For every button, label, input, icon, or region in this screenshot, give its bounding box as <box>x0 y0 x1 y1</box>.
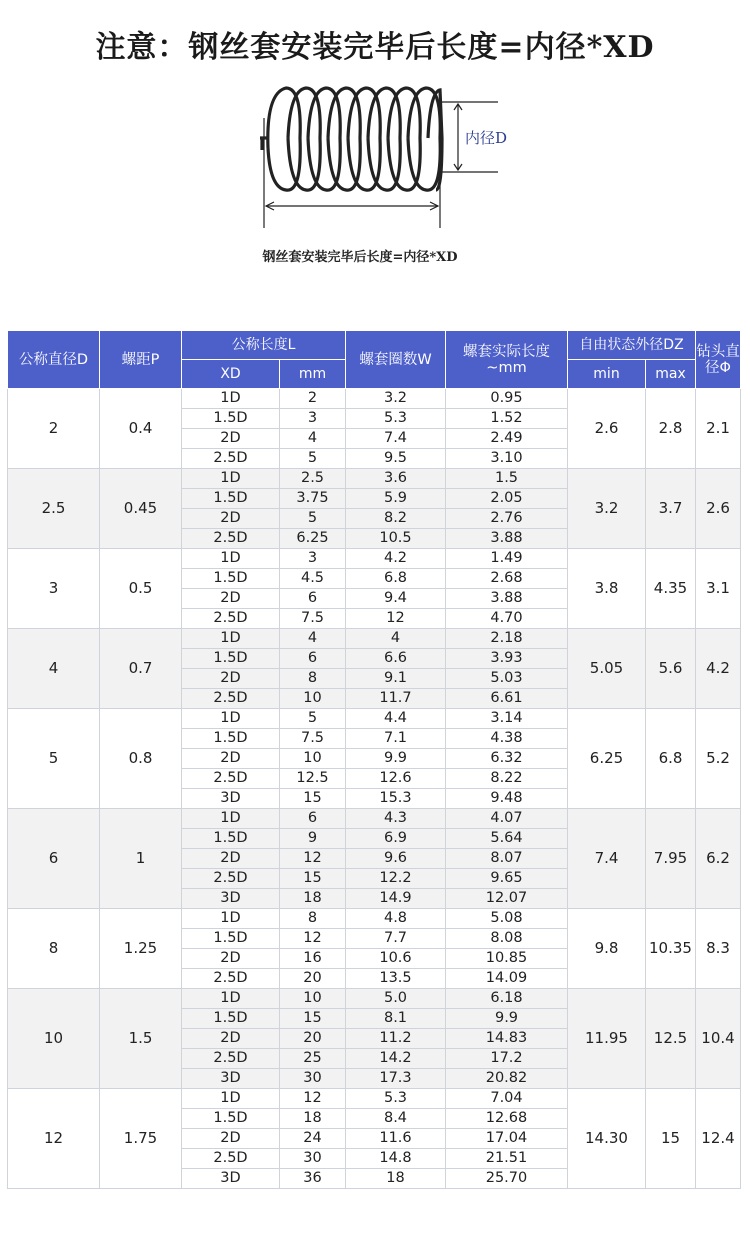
cell-actual-length: 6.18 <box>446 989 568 1009</box>
wire-thread-insert-diagram <box>240 78 540 238</box>
cell-mm: 4 <box>280 429 346 449</box>
cell-xd: 1D <box>182 989 280 1009</box>
cell-dz-max: 12.5 <box>646 989 696 1089</box>
cell-actual-length: 3.88 <box>446 529 568 549</box>
cell-actual-length: 5.64 <box>446 829 568 849</box>
cell-actual-length: 5.08 <box>446 909 568 929</box>
cell-coil-count: 14.9 <box>346 889 446 909</box>
cell-nominal-diameter: 5 <box>8 709 100 809</box>
cell-dz-min: 3.8 <box>568 549 646 629</box>
table-group <box>8 709 741 809</box>
cell-mm: 15 <box>280 1009 346 1029</box>
table-row <box>8 989 741 1009</box>
cell-coil-count: 10.5 <box>346 529 446 549</box>
cell-drill-diameter: 8.3 <box>696 909 741 989</box>
cell-coil-count: 8.1 <box>346 1009 446 1029</box>
cell-xd: 2D <box>182 1129 280 1149</box>
cell-mm: 12 <box>280 1089 346 1109</box>
cell-coil-count: 12.2 <box>346 869 446 889</box>
cell-coil-count: 9.1 <box>346 669 446 689</box>
cell-actual-length: 2.68 <box>446 569 568 589</box>
table-group <box>8 989 741 1089</box>
cell-actual-length: 21.51 <box>446 1149 568 1169</box>
cell-mm: 12 <box>280 929 346 949</box>
cell-coil-count: 12.6 <box>346 769 446 789</box>
cell-actual-length: 7.04 <box>446 1089 568 1109</box>
cell-mm: 4.5 <box>280 569 346 589</box>
cell-mm: 36 <box>280 1169 346 1189</box>
cell-mm: 2 <box>280 389 346 409</box>
cell-nominal-diameter: 8 <box>8 909 100 989</box>
cell-coil-count: 4.8 <box>346 909 446 929</box>
cell-coil-count: 4.3 <box>346 809 446 829</box>
cell-actual-length: 12.07 <box>446 889 568 909</box>
header-drill-diameter: 钻头直径Φ <box>696 331 741 389</box>
cell-actual-length: 12.68 <box>446 1109 568 1129</box>
cell-coil-count: 12 <box>346 609 446 629</box>
cell-actual-length: 20.82 <box>446 1069 568 1089</box>
header-free-outer-diameter: 自由状态外径DZ <box>568 331 696 360</box>
table-header <box>8 331 741 389</box>
cell-nominal-diameter: 12 <box>8 1089 100 1189</box>
header-xd: XD <box>182 360 280 389</box>
cell-dz-min: 2.6 <box>568 389 646 469</box>
cell-dz-max: 7.95 <box>646 809 696 909</box>
cell-xd: 2D <box>182 509 280 529</box>
cell-coil-count: 10.6 <box>346 949 446 969</box>
table-row <box>8 709 741 729</box>
cell-xd: 1D <box>182 469 280 489</box>
cell-mm: 4 <box>280 629 346 649</box>
cell-mm: 3 <box>280 549 346 569</box>
cell-mm: 10 <box>280 989 346 1009</box>
cell-dz-max: 6.8 <box>646 709 696 809</box>
cell-xd: 2D <box>182 849 280 869</box>
cell-mm: 5 <box>280 709 346 729</box>
cell-coil-count: 3.6 <box>346 469 446 489</box>
page-title: 注意：钢丝套安装完毕后长度=内径*XD <box>95 30 655 65</box>
cell-mm: 16 <box>280 949 346 969</box>
cell-coil-count: 13.5 <box>346 969 446 989</box>
cell-pitch: 1 <box>100 809 182 909</box>
cell-coil-count: 9.5 <box>346 449 446 469</box>
cell-dz-max: 2.8 <box>646 389 696 469</box>
cell-xd: 1.5D <box>182 1109 280 1129</box>
cell-mm: 30 <box>280 1149 346 1169</box>
cell-dz-min: 5.05 <box>568 629 646 709</box>
cell-coil-count: 7.7 <box>346 929 446 949</box>
cell-actual-length: 3.93 <box>446 649 568 669</box>
cell-coil-count: 5.3 <box>346 409 446 429</box>
cell-pitch: 0.4 <box>100 389 182 469</box>
cell-dz-max: 10.35 <box>646 909 696 989</box>
cell-actual-length: 0.95 <box>446 389 568 409</box>
cell-coil-count: 9.6 <box>346 849 446 869</box>
cell-xd: 2.5D <box>182 1149 280 1169</box>
cell-drill-diameter: 2.1 <box>696 389 741 469</box>
cell-mm: 9 <box>280 829 346 849</box>
cell-xd: 3D <box>182 889 280 909</box>
cell-mm: 24 <box>280 1129 346 1149</box>
cell-xd: 2D <box>182 949 280 969</box>
cell-coil-count: 4 <box>346 629 446 649</box>
cell-dz-max: 4.35 <box>646 549 696 629</box>
cell-xd: 1.5D <box>182 409 280 429</box>
table-row <box>8 809 741 829</box>
cell-xd: 1D <box>182 709 280 729</box>
cell-actual-length: 6.61 <box>446 689 568 709</box>
table-row <box>8 549 741 569</box>
cell-coil-count: 5.0 <box>346 989 446 1009</box>
cell-actual-length: 3.14 <box>446 709 568 729</box>
cell-mm: 18 <box>280 889 346 909</box>
cell-xd: 1D <box>182 389 280 409</box>
cell-xd: 2.5D <box>182 449 280 469</box>
cell-mm: 8 <box>280 909 346 929</box>
cell-xd: 2.5D <box>182 969 280 989</box>
cell-nominal-diameter: 3 <box>8 549 100 629</box>
cell-mm: 6.25 <box>280 529 346 549</box>
cell-actual-length: 17.04 <box>446 1129 568 1149</box>
cell-xd: 1D <box>182 909 280 929</box>
cell-xd: 1D <box>182 809 280 829</box>
cell-mm: 12 <box>280 849 346 869</box>
header-coil-count: 螺套圈数W <box>346 331 446 389</box>
cell-mm: 20 <box>280 969 346 989</box>
cell-xd: 3D <box>182 1069 280 1089</box>
cell-mm: 3.75 <box>280 489 346 509</box>
table-row <box>8 389 741 409</box>
table-group <box>8 909 741 989</box>
table-row <box>8 909 741 929</box>
cell-xd: 1.5D <box>182 649 280 669</box>
cell-xd: 2.5D <box>182 869 280 889</box>
cell-coil-count: 5.3 <box>346 1089 446 1109</box>
cell-mm: 5 <box>280 449 346 469</box>
cell-coil-count: 6.6 <box>346 649 446 669</box>
table-row <box>8 629 741 649</box>
cell-actual-length: 2.05 <box>446 489 568 509</box>
cell-mm: 18 <box>280 1109 346 1129</box>
cell-mm: 6 <box>280 649 346 669</box>
cell-pitch: 1.75 <box>100 1089 182 1189</box>
cell-actual-length: 2.76 <box>446 509 568 529</box>
cell-mm: 10 <box>280 749 346 769</box>
cell-mm: 20 <box>280 1029 346 1049</box>
cell-xd: 2.5D <box>182 689 280 709</box>
cell-actual-length: 8.07 <box>446 849 568 869</box>
cell-actual-length: 3.88 <box>446 589 568 609</box>
cell-coil-count: 17.3 <box>346 1069 446 1089</box>
cell-mm: 6 <box>280 809 346 829</box>
table-row <box>8 469 741 489</box>
cell-actual-length: 14.83 <box>446 1029 568 1049</box>
cell-drill-diameter: 4.2 <box>696 629 741 709</box>
cell-nominal-diameter: 6 <box>8 809 100 909</box>
cell-coil-count: 7.4 <box>346 429 446 449</box>
cell-actual-length: 14.09 <box>446 969 568 989</box>
cell-actual-length: 4.70 <box>446 609 568 629</box>
cell-pitch: 1.25 <box>100 909 182 989</box>
cell-actual-length: 4.07 <box>446 809 568 829</box>
header-pitch: 螺距P <box>100 331 182 389</box>
cell-mm: 30 <box>280 1069 346 1089</box>
cell-pitch: 0.5 <box>100 549 182 629</box>
cell-xd: 2.5D <box>182 769 280 789</box>
table-group <box>8 389 741 469</box>
coil-body <box>260 88 442 190</box>
cell-actual-length: 3.10 <box>446 449 568 469</box>
cell-coil-count: 11.2 <box>346 1029 446 1049</box>
cell-actual-length: 25.70 <box>446 1169 568 1189</box>
cell-coil-count: 11.7 <box>346 689 446 709</box>
cell-drill-diameter: 5.2 <box>696 709 741 809</box>
cell-mm: 15 <box>280 869 346 889</box>
cell-coil-count: 7.1 <box>346 729 446 749</box>
cell-mm: 25 <box>280 1049 346 1069</box>
cell-coil-count: 3.2 <box>346 389 446 409</box>
header-nominal-diameter: 公称直径D <box>8 331 100 389</box>
cell-xd: 2D <box>182 429 280 449</box>
header-nominal-length: 公称长度L <box>182 331 346 360</box>
cell-xd: 3D <box>182 1169 280 1189</box>
cell-xd: 2D <box>182 1029 280 1049</box>
cell-actual-length: 5.03 <box>446 669 568 689</box>
cell-drill-diameter: 3.1 <box>696 549 741 629</box>
cell-mm: 7.5 <box>280 729 346 749</box>
cell-coil-count: 18 <box>346 1169 446 1189</box>
cell-actual-length: 9.65 <box>446 869 568 889</box>
table-group <box>8 1089 741 1189</box>
cell-coil-count: 11.6 <box>346 1129 446 1149</box>
inner-diameter-label: 内径D <box>465 129 508 147</box>
cell-actual-length: 8.22 <box>446 769 568 789</box>
cell-xd: 1.5D <box>182 729 280 749</box>
cell-xd: 2D <box>182 669 280 689</box>
cell-xd: 1D <box>182 549 280 569</box>
cell-actual-length: 2.49 <box>446 429 568 449</box>
cell-actual-length: 1.52 <box>446 409 568 429</box>
cell-dz-min: 3.2 <box>568 469 646 549</box>
cell-mm: 12.5 <box>280 769 346 789</box>
cell-actual-length: 10.85 <box>446 949 568 969</box>
cell-mm: 6 <box>280 589 346 609</box>
cell-dz-min: 9.8 <box>568 909 646 989</box>
cell-xd: 1.5D <box>182 829 280 849</box>
cell-coil-count: 6.9 <box>346 829 446 849</box>
cell-xd: 1.5D <box>182 1009 280 1029</box>
cell-dz-min: 6.25 <box>568 709 646 809</box>
cell-xd: 1D <box>182 629 280 649</box>
cell-coil-count: 4.2 <box>346 549 446 569</box>
cell-coil-count: 8.4 <box>346 1109 446 1129</box>
cell-coil-count: 9.4 <box>346 589 446 609</box>
cell-actual-length: 4.38 <box>446 729 568 749</box>
cell-mm: 15 <box>280 789 346 809</box>
cell-actual-length: 1.49 <box>446 549 568 569</box>
cell-xd: 3D <box>182 789 280 809</box>
spec-table <box>7 330 741 1189</box>
cell-drill-diameter: 10.4 <box>696 989 741 1089</box>
cell-coil-count: 8.2 <box>346 509 446 529</box>
cell-actual-length: 17.2 <box>446 1049 568 1069</box>
cell-drill-diameter: 2.6 <box>696 469 741 549</box>
cell-xd: 1.5D <box>182 929 280 949</box>
cell-mm: 2.5 <box>280 469 346 489</box>
cell-xd: 1.5D <box>182 489 280 509</box>
table-group <box>8 549 741 629</box>
cell-xd: 1.5D <box>182 569 280 589</box>
cell-pitch: 0.8 <box>100 709 182 809</box>
cell-pitch: 0.7 <box>100 629 182 709</box>
cell-xd: 2.5D <box>182 1049 280 1069</box>
cell-actual-length: 9.48 <box>446 789 568 809</box>
header-min: min <box>568 360 646 389</box>
cell-mm: 3 <box>280 409 346 429</box>
cell-actual-length: 2.18 <box>446 629 568 649</box>
cell-drill-diameter: 6.2 <box>696 809 741 909</box>
cell-coil-count: 4.4 <box>346 709 446 729</box>
cell-coil-count: 14.8 <box>346 1149 446 1169</box>
table-group <box>8 809 741 909</box>
cell-nominal-diameter: 10 <box>8 989 100 1089</box>
cell-xd: 2.5D <box>182 529 280 549</box>
cell-actual-length: 1.5 <box>446 469 568 489</box>
cell-dz-max: 5.6 <box>646 629 696 709</box>
cell-coil-count: 9.9 <box>346 749 446 769</box>
cell-dz-min: 14.30 <box>568 1089 646 1189</box>
cell-nominal-diameter: 2 <box>8 389 100 469</box>
cell-drill-diameter: 12.4 <box>696 1089 741 1189</box>
cell-dz-min: 11.95 <box>568 989 646 1089</box>
cell-coil-count: 14.2 <box>346 1049 446 1069</box>
cell-coil-count: 15.3 <box>346 789 446 809</box>
header-max: max <box>646 360 696 389</box>
table-row <box>8 1089 741 1109</box>
cell-xd: 1D <box>182 1089 280 1109</box>
cell-dz-max: 3.7 <box>646 469 696 549</box>
cell-mm: 7.5 <box>280 609 346 629</box>
cell-actual-length: 9.9 <box>446 1009 568 1029</box>
cell-xd: 2.5D <box>182 609 280 629</box>
cell-coil-count: 5.9 <box>346 489 446 509</box>
cell-nominal-diameter: 2.5 <box>8 469 100 549</box>
cell-mm: 10 <box>280 689 346 709</box>
table-group <box>8 469 741 549</box>
cell-pitch: 1.5 <box>100 989 182 1089</box>
cell-mm: 5 <box>280 509 346 529</box>
table-group <box>8 629 741 709</box>
cell-actual-length: 8.08 <box>446 929 568 949</box>
header-mm: mm <box>280 360 346 389</box>
cell-pitch: 0.45 <box>100 469 182 549</box>
cell-dz-min: 7.4 <box>568 809 646 909</box>
cell-dz-max: 15 <box>646 1089 696 1189</box>
cell-actual-length: 6.32 <box>446 749 568 769</box>
header-actual-length: 螺套实际长度~mm <box>446 331 568 389</box>
cell-xd: 2D <box>182 749 280 769</box>
diagram-caption: 钢丝套安装完毕后长度=内径*XD <box>262 250 458 265</box>
cell-nominal-diameter: 4 <box>8 629 100 709</box>
cell-mm: 8 <box>280 669 346 689</box>
cell-xd: 2D <box>182 589 280 609</box>
cell-coil-count: 6.8 <box>346 569 446 589</box>
